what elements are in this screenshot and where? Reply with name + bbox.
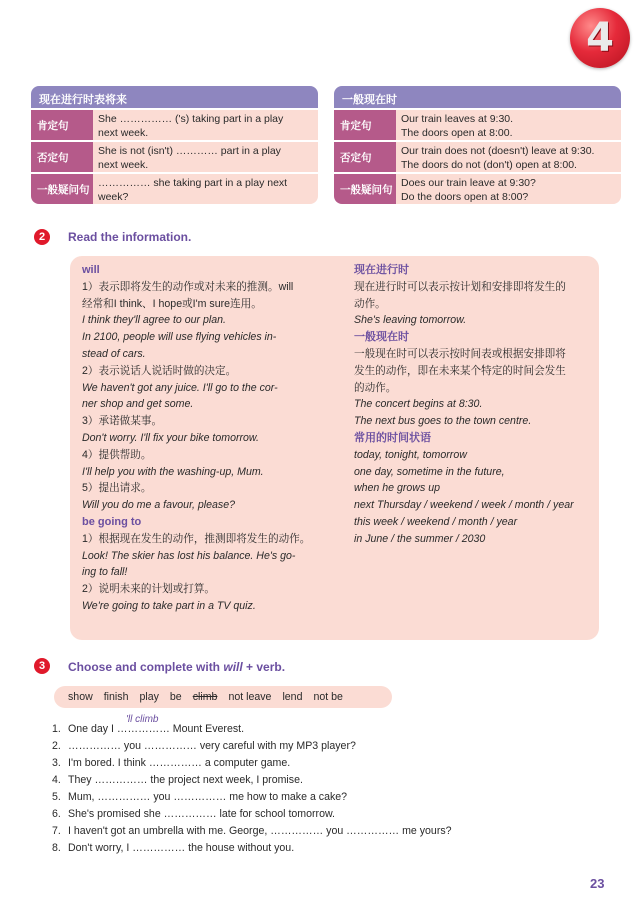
info-line: We haven't got any juice. I'll go to the cor- bbox=[82, 381, 278, 394]
row-content bbox=[93, 142, 318, 172]
info-line: Don't worry. I'll fix your bike tomorrow. bbox=[82, 431, 259, 444]
row-line: Our train leaves at 9:30. bbox=[401, 113, 514, 125]
exercise-item bbox=[52, 757, 290, 769]
row-content bbox=[396, 110, 621, 140]
info-line: 经常和I think、I hope或I'm sure连用。 bbox=[82, 297, 262, 310]
info-line: We're going to take part in a TV quiz. bbox=[82, 599, 256, 612]
exercise-text: One day I …………… Mount Everest. bbox=[68, 723, 245, 735]
row-content bbox=[93, 174, 318, 204]
info-line: this week / weekend / month / year bbox=[354, 515, 518, 528]
exercise-number: 1. bbox=[52, 723, 61, 735]
info-line: 2）表示说话人说话时做的决定。 bbox=[82, 364, 237, 377]
info-heading: 一般现在时 bbox=[354, 331, 409, 344]
info-line: She's leaving tomorrow. bbox=[354, 314, 467, 327]
word-bank-item: show bbox=[68, 691, 93, 703]
info-line: 1）根据现在发生的动作，推测即将发生的动作。 bbox=[82, 532, 311, 545]
table-row bbox=[334, 174, 621, 204]
exercise-item bbox=[52, 808, 335, 820]
table-header: 现在进行时表将来 bbox=[31, 86, 318, 108]
exercise-text: She's promised she …………… late for school tomorrow. bbox=[68, 808, 335, 820]
info-line: stead of cars. bbox=[82, 347, 146, 360]
exercise-text: They …………… the project next week, I promise. bbox=[68, 774, 303, 786]
info-line: 动作。 bbox=[354, 297, 386, 310]
row-line: next week. bbox=[98, 127, 149, 139]
exercise-item bbox=[52, 740, 356, 752]
section-number: 3 bbox=[34, 658, 50, 674]
grammar-table-present-continuous bbox=[31, 86, 318, 204]
exercise-number: 7. bbox=[52, 825, 61, 837]
exercise-item bbox=[52, 842, 294, 854]
info-line: 3）承诺做某事。 bbox=[82, 415, 163, 428]
table-row bbox=[31, 110, 318, 140]
exercise-item bbox=[52, 714, 245, 735]
handwritten-answer: 'll climb bbox=[126, 714, 159, 725]
unit-badge bbox=[570, 8, 630, 68]
table-row bbox=[31, 174, 318, 204]
exercise-number: 6. bbox=[52, 808, 61, 820]
section-title-part: + verb. bbox=[242, 660, 286, 674]
row-label: 否定句 bbox=[31, 142, 93, 172]
row-label: 否定句 bbox=[334, 142, 396, 172]
info-line: in June / the summer / 2030 bbox=[354, 532, 486, 545]
row-line: The doors open at 8:00. bbox=[401, 127, 513, 139]
info-line: one day, sometime in the future, bbox=[354, 465, 505, 478]
exercise-text: …………… you …………… very careful with my MP3 player? bbox=[68, 740, 356, 752]
info-line: The concert begins at 8:30. bbox=[354, 398, 483, 411]
exercise-text: I haven't got an umbrella with me. George, …………… you …………… me yours? bbox=[68, 825, 452, 837]
info-line: I think they'll agree to our plan. bbox=[82, 314, 226, 327]
row-line: next week. bbox=[98, 159, 149, 171]
word-bank-item: not be bbox=[313, 691, 343, 703]
info-heading: 常用的时间状语 bbox=[354, 431, 431, 444]
table-row bbox=[31, 142, 318, 172]
row-line: week? bbox=[98, 191, 129, 203]
row-label: 一般疑问句 bbox=[334, 174, 396, 204]
row-content bbox=[396, 142, 621, 172]
exercise-number: 3. bbox=[52, 757, 61, 769]
info-line: 现在进行时可以表示按计划和安排即将发生的 bbox=[354, 280, 566, 293]
exercise-text: I'm bored. I think …………… a computer game. bbox=[68, 757, 291, 769]
row-line: Our train does not (doesn't) leave at 9:30. bbox=[401, 145, 595, 157]
row-content bbox=[396, 174, 621, 204]
row-line: …………… she taking part in a play next bbox=[98, 177, 288, 189]
exercise-item bbox=[52, 825, 452, 837]
info-line: ner shop and get some. bbox=[82, 398, 194, 411]
word-bank-item: not leave bbox=[228, 691, 272, 703]
info-heading: 现在进行时 bbox=[354, 264, 409, 276]
word-bank-item: climb bbox=[192, 691, 218, 703]
info-line: 1）表示即将发生的动作或对未来的推测。will bbox=[82, 280, 294, 293]
info-line: The next bus goes to the town centre. bbox=[354, 415, 532, 428]
info-line: ing to fall! bbox=[82, 566, 128, 579]
word-bank bbox=[54, 686, 392, 708]
section-title bbox=[68, 660, 285, 674]
table-row bbox=[334, 142, 621, 172]
row-content bbox=[93, 110, 318, 140]
exercise-text: Mum, …………… you …………… me how to make a cake? bbox=[68, 791, 348, 803]
info-line: 发生的动作，即在未来某个特定的时间会发生 bbox=[354, 364, 566, 377]
section-title-part: Choose and complete with bbox=[68, 660, 224, 674]
section-number: 2 bbox=[34, 229, 50, 245]
info-line: Look! The skier has lost his balance. He's go- bbox=[82, 549, 296, 562]
page-number: 23 bbox=[590, 876, 605, 891]
info-heading: be going to bbox=[82, 515, 142, 528]
section-title-keyword: will bbox=[223, 660, 243, 674]
info-line: 一般现在时可以表示按时间表或根据安排即将 bbox=[354, 347, 566, 360]
info-line: next Thursday / weekend / week / month / year bbox=[354, 499, 574, 512]
word-bank-item: finish bbox=[103, 691, 129, 703]
info-line: 2）说明未来的计划或打算。 bbox=[82, 583, 216, 596]
info-line: when he grows up bbox=[354, 482, 440, 495]
word-bank-item: play bbox=[139, 691, 159, 703]
info-column-right bbox=[354, 262, 574, 548]
exercise-item bbox=[52, 774, 303, 786]
exercise-number: 2. bbox=[52, 740, 61, 752]
info-line: In 2100, people will use flying vehicles in- bbox=[82, 331, 277, 344]
row-line: Do the doors open at 8:00? bbox=[401, 191, 529, 203]
row-label: 肯定句 bbox=[334, 110, 396, 140]
row-line: The doors do not (don't) open at 8:00. bbox=[401, 159, 577, 171]
exercise-item bbox=[52, 791, 347, 803]
info-line: 5）提出请求。 bbox=[82, 482, 152, 495]
row-line: She is not (isn't) ………… part in a play bbox=[98, 145, 281, 157]
info-column-left bbox=[82, 262, 310, 615]
exercise-number: 4. bbox=[52, 774, 61, 786]
info-heading: will bbox=[82, 264, 100, 276]
row-line: She …………… ('s) taking part in a play bbox=[98, 113, 284, 125]
info-line: Will you do me a favour, please? bbox=[82, 499, 236, 512]
word-bank-item: be bbox=[169, 691, 182, 703]
info-line: today, tonight, tomorrow bbox=[354, 448, 467, 461]
grammar-table-present-simple bbox=[334, 86, 621, 204]
info-line: 4）提供帮助。 bbox=[82, 448, 152, 461]
row-label: 一般疑问句 bbox=[31, 174, 93, 204]
word-bank-item: lend bbox=[282, 691, 303, 703]
exercise-number: 5. bbox=[52, 791, 61, 803]
exercise-number: 8. bbox=[52, 842, 61, 854]
info-line: I'll help you with the washing-up, Mum. bbox=[82, 465, 264, 478]
table-header: 一般现在时 bbox=[334, 86, 621, 108]
table-row bbox=[334, 110, 621, 140]
section-title: Read the information. bbox=[68, 230, 192, 244]
unit-number: 4 bbox=[586, 15, 614, 61]
row-line: Does our train leave at 9:30? bbox=[401, 177, 536, 189]
row-label: 肯定句 bbox=[31, 110, 93, 140]
exercise-text: Don't worry, I …………… the house without you. bbox=[68, 842, 295, 854]
info-line: 的动作。 bbox=[354, 381, 397, 394]
